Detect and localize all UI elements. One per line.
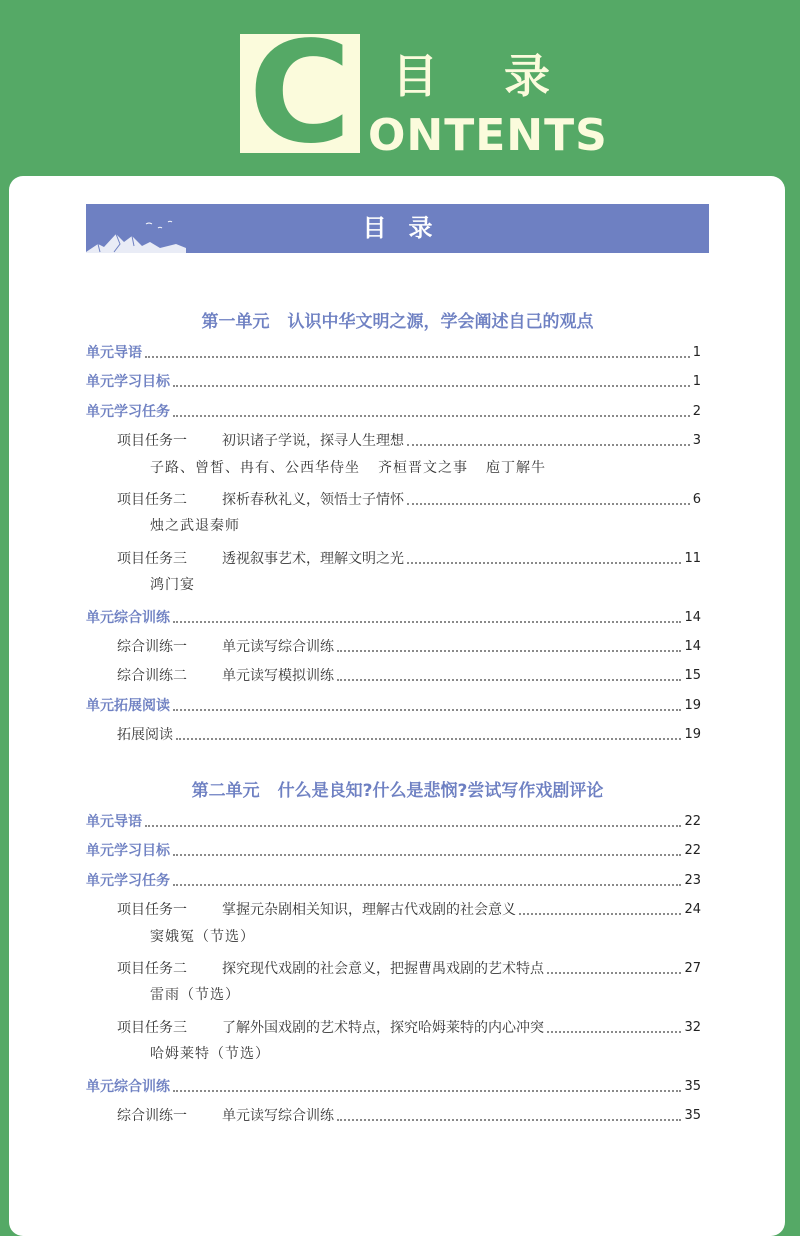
entry-text: 掌握元杂剧相关知识，理解古代戏剧的社会意义 [222, 902, 516, 919]
lesson-titles [150, 574, 195, 596]
header-subtitle: ONTENTS [368, 110, 608, 161]
entry-code: 综合训练二 [117, 668, 187, 685]
entry-code: 项目任务二 [117, 492, 187, 508]
page-number: 3 [692, 433, 701, 449]
dot-leader [407, 562, 681, 564]
page-number: 2 [692, 403, 701, 419]
unit-number: 第二单元 [191, 781, 260, 801]
toc-entry[interactable] [86, 399, 701, 423]
dot-leader [547, 1031, 681, 1033]
toc-entry[interactable] [86, 605, 701, 629]
toc-subentry[interactable] [117, 956, 701, 980]
dot-leader [519, 913, 681, 915]
unit-theme: 认识中华文明之源，学会阐述自己的观点 [287, 312, 594, 332]
entry-label: 单元学习任务 [86, 403, 170, 420]
entry-code: 项目任务三 [117, 1019, 187, 1036]
dot-leader [173, 709, 681, 711]
lesson-title[interactable]: 庖丁解牛 [486, 459, 546, 476]
contents-logo-box [240, 12, 360, 175]
toc-entry[interactable] [86, 809, 701, 833]
dot-leader [173, 1090, 681, 1092]
lesson-title[interactable]: 鸿门宴 [150, 577, 195, 594]
entry-label: 单元综合训练 [86, 1078, 170, 1095]
entry-label [117, 1105, 334, 1127]
page-number: 19 [684, 727, 701, 743]
entry-text: 了解外国戏剧的艺术特点，探究哈姆莱特的内心冲突 [222, 1019, 544, 1036]
entry-label [117, 548, 404, 570]
entry-label [117, 724, 173, 746]
entry-label: 单元综合训练 [86, 609, 170, 626]
unit-title [86, 310, 709, 334]
entry-text: 单元读写模拟训练 [222, 668, 334, 685]
page-number: 11 [684, 550, 701, 566]
toc-subentry[interactable] [117, 897, 701, 921]
entry-text: 探析春秋礼义，领悟士子情怀 [222, 492, 404, 508]
toc-subentry[interactable] [117, 722, 701, 746]
lesson-titles [150, 984, 240, 1006]
lesson-titles [150, 926, 255, 948]
lesson-titles [150, 457, 546, 479]
dot-leader [173, 415, 690, 417]
page-number: 19 [684, 697, 701, 713]
toc-entry[interactable] [86, 340, 701, 364]
toc-entry[interactable] [86, 369, 701, 393]
lesson-title[interactable]: 烛之武退秦师 [150, 518, 240, 535]
entry-label [117, 899, 516, 921]
dot-leader [173, 621, 681, 623]
entry-label: 单元学习目标 [86, 843, 170, 860]
dot-leader [337, 650, 681, 652]
entry-label [117, 665, 334, 687]
page-number: 14 [684, 639, 701, 654]
toc-subentry[interactable] [117, 487, 701, 511]
entry-label [117, 636, 334, 658]
toc-entry[interactable] [86, 693, 701, 717]
toc-subentry[interactable] [117, 546, 701, 570]
lesson-title[interactable]: 哈姆莱特（节选） [150, 1046, 270, 1063]
unit-theme: 什么是良知?什么是悲悯?尝试写作戏剧评论 [277, 781, 604, 801]
entry-code: 项目任务二 [117, 961, 187, 977]
banner-title: 目录 [362, 214, 455, 242]
entry-code: 项目任务一 [117, 902, 187, 919]
entry-text: 单元读写综合训练 [222, 639, 334, 655]
entry-label [117, 489, 404, 511]
entry-text: 探究现代戏剧的社会意义，把握曹禺戏剧的艺术特点 [222, 961, 544, 977]
entry-code: 项目任务一 [117, 433, 187, 450]
dot-leader [337, 679, 681, 681]
dot-leader [337, 1119, 681, 1121]
toc-subentry[interactable] [117, 428, 701, 452]
page-number: 24 [684, 902, 701, 918]
page-number: 14 [684, 609, 701, 625]
dot-leader [173, 854, 681, 856]
lesson-titles [150, 515, 240, 537]
lesson-title[interactable]: 齐桓晋文之事 [378, 459, 468, 476]
page-number: 35 [684, 1078, 701, 1094]
toc-subentry[interactable] [117, 1103, 701, 1127]
toc-subentry[interactable] [117, 634, 701, 658]
toc-entry[interactable] [86, 868, 701, 892]
page-number: 1 [692, 374, 701, 390]
entry-text: 单元读写综合训练 [222, 1108, 334, 1124]
entry-code: 拓展阅读 [117, 727, 173, 744]
entry-label: 单元导语 [86, 814, 142, 830]
entry-text: 初识诸子学说，探寻人生理想 [222, 433, 404, 450]
page-number: 15 [684, 668, 701, 684]
lesson-title[interactable]: 子路、曾皙、冉有、公西华侍坐 [150, 459, 360, 476]
page-header [0, 0, 800, 176]
toc-entry[interactable] [86, 1074, 701, 1098]
dot-leader [173, 884, 681, 886]
dot-leader [145, 825, 681, 827]
entry-code: 综合训练一 [117, 1108, 187, 1124]
entry-label: 单元学习任务 [86, 872, 170, 889]
section-banner [86, 204, 709, 253]
dot-leader [176, 738, 681, 740]
toc-entry[interactable] [86, 838, 701, 862]
entry-label: 单元导语 [86, 345, 142, 361]
lesson-title[interactable]: 窦娥冤（节选） [150, 928, 255, 945]
dot-leader [407, 444, 690, 446]
page-number: 22 [684, 814, 701, 829]
entry-text: 透视叙事艺术，理解文明之光 [222, 550, 404, 567]
page-number: 1 [692, 345, 701, 360]
entry-label: 单元学习目标 [86, 374, 170, 391]
page-number: 32 [684, 1019, 701, 1035]
unit-number: 第一单元 [201, 312, 270, 332]
entry-label [117, 958, 544, 980]
entry-label: 单元拓展阅读 [86, 697, 170, 714]
dot-leader [547, 972, 681, 974]
page-number: 22 [684, 843, 701, 859]
lesson-title[interactable]: 雷雨（节选） [150, 987, 240, 1004]
dot-leader [145, 356, 690, 358]
page-number: 6 [692, 492, 701, 507]
page-number: 23 [684, 872, 701, 888]
dot-leader [407, 503, 690, 505]
entry-code: 项目任务三 [117, 550, 187, 567]
entry-label [117, 1017, 544, 1039]
unit-title [86, 779, 709, 803]
lesson-titles [150, 1043, 270, 1065]
page-number: 35 [684, 1108, 701, 1123]
page-number: 27 [684, 961, 701, 976]
contents-big-letter: C [248, 12, 352, 175]
toc-subentry[interactable] [117, 663, 701, 687]
toc-subentry[interactable] [117, 1015, 701, 1039]
entry-label [117, 430, 404, 452]
entry-code: 综合训练一 [117, 639, 187, 655]
dot-leader [173, 385, 690, 387]
header-title: 目录 [392, 49, 616, 103]
